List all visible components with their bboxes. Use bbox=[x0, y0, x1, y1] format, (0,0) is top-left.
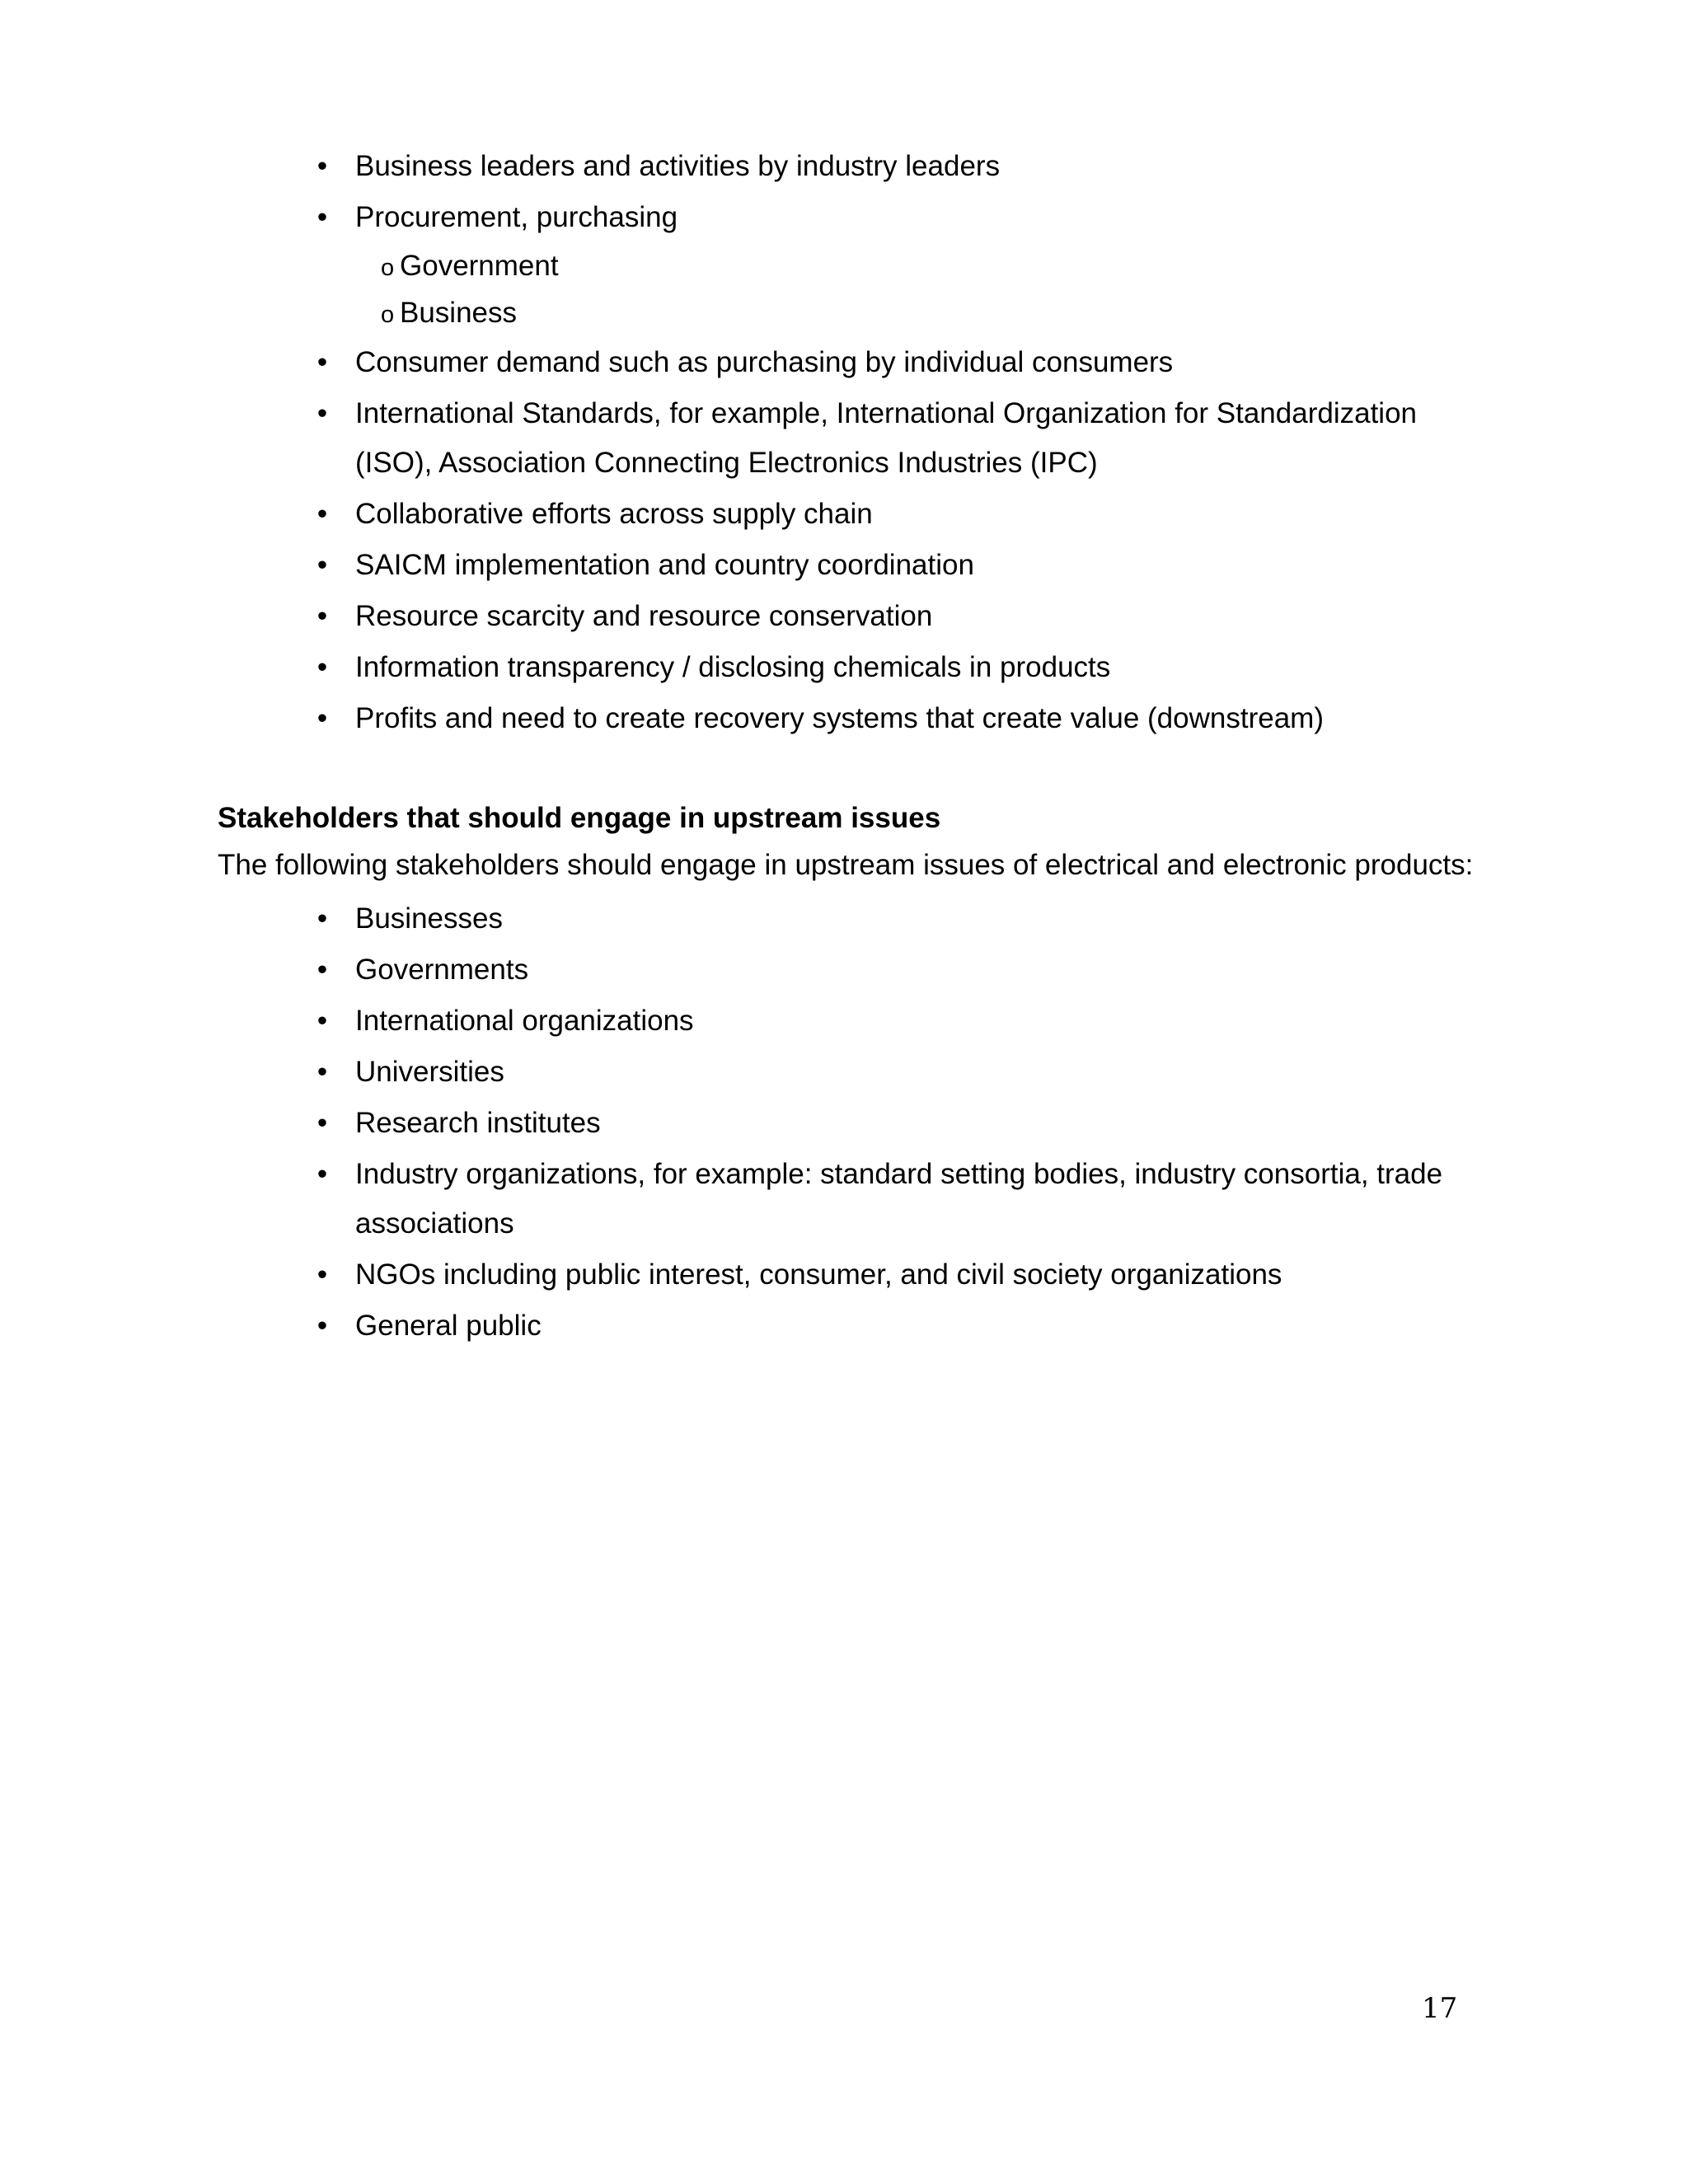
section-intro-paragraph: The following stakeholders should engage in upstream issues of electrical and electronic products: bbox=[218, 849, 1474, 881]
bullet-icon: • bbox=[316, 902, 328, 935]
list-item-text: Governments bbox=[355, 954, 529, 986]
list-item-text: Industry organizations, for example: standard setting bodies, industry consortia, trade associations bbox=[355, 1158, 1443, 1240]
list-item-text: Universities bbox=[355, 1056, 504, 1088]
list-item bbox=[0, 142, 1468, 191]
bullet-icon: • bbox=[316, 1158, 328, 1190]
bullet-icon: • bbox=[316, 1005, 328, 1037]
list-item-text: Business leaders and activities by industry leaders bbox=[355, 150, 1001, 182]
list-item bbox=[0, 894, 1468, 944]
list-item-text: NGOs including public interest, consumer, and civil society organizations bbox=[355, 1258, 1282, 1291]
list-item bbox=[0, 1150, 1468, 1249]
bullet-icon: • bbox=[316, 702, 328, 734]
list-item bbox=[0, 643, 1468, 692]
bullet-icon: • bbox=[316, 150, 328, 182]
sub-list-item bbox=[0, 241, 1688, 291]
list-item bbox=[0, 1250, 1468, 1300]
list-item bbox=[0, 1301, 1468, 1351]
sub-list-item bbox=[0, 288, 1688, 338]
list-item bbox=[0, 945, 1468, 995]
list-item-text: Profits and need to create recovery systems that create value (downstream) bbox=[355, 702, 1324, 734]
list-item bbox=[0, 1047, 1468, 1097]
bullet-icon: • bbox=[316, 651, 328, 683]
list-item-text: Information transparency / disclosing chemicals in products bbox=[355, 651, 1111, 683]
list-item-text: SAICM implementation and country coordination bbox=[355, 549, 974, 581]
bullet-icon: • bbox=[316, 1107, 328, 1139]
list-item bbox=[0, 996, 1468, 1046]
list-item-text: International Standards, for example, International Organization for Standardization (ISO), Association Connecting Electronics Industries (IPC) bbox=[355, 397, 1417, 479]
bullet-icon: • bbox=[316, 1056, 328, 1088]
stakeholders-bullet-list bbox=[0, 894, 1688, 1352]
circle-bullet-icon: o bbox=[381, 255, 395, 281]
list-item-text: Resource scarcity and resource conservation bbox=[355, 600, 933, 632]
bullet-icon: • bbox=[316, 397, 328, 429]
list-item bbox=[0, 541, 1468, 590]
list-item bbox=[0, 193, 1468, 242]
list-item-text: Procurement, purchasing bbox=[355, 201, 678, 233]
list-item bbox=[0, 694, 1468, 743]
circle-bullet-icon: o bbox=[381, 302, 395, 328]
page-number: 17 bbox=[1422, 1992, 1458, 2025]
list-item-text: General public bbox=[355, 1310, 542, 1342]
bullet-icon: • bbox=[316, 549, 328, 581]
list-item bbox=[0, 338, 1468, 387]
list-item bbox=[0, 490, 1468, 539]
list-item-text: International organizations bbox=[355, 1005, 694, 1037]
bullet-icon: • bbox=[316, 600, 328, 632]
bullet-icon: • bbox=[316, 1258, 328, 1291]
section-heading: Stakeholders that should engage in upstream issues bbox=[218, 802, 941, 834]
list-item-text: Research institutes bbox=[355, 1107, 601, 1139]
bullet-icon: • bbox=[316, 1310, 328, 1342]
list-item-text: Consumer demand such as purchasing by individual consumers bbox=[355, 346, 1174, 378]
sub-list-item-text: Business bbox=[400, 297, 518, 329]
list-item-text: Collaborative efforts across supply chain bbox=[355, 498, 873, 530]
bullet-icon: • bbox=[316, 346, 328, 378]
sub-list-item-text: Government bbox=[400, 250, 559, 282]
bullet-icon: • bbox=[316, 498, 328, 530]
drivers-bullet-list bbox=[0, 142, 1688, 745]
list-item-text: Businesses bbox=[355, 902, 503, 935]
list-item bbox=[0, 592, 1468, 641]
bullet-icon: • bbox=[316, 954, 328, 986]
bullet-icon: • bbox=[316, 201, 328, 233]
list-item bbox=[0, 389, 1468, 488]
list-item bbox=[0, 1099, 1468, 1148]
